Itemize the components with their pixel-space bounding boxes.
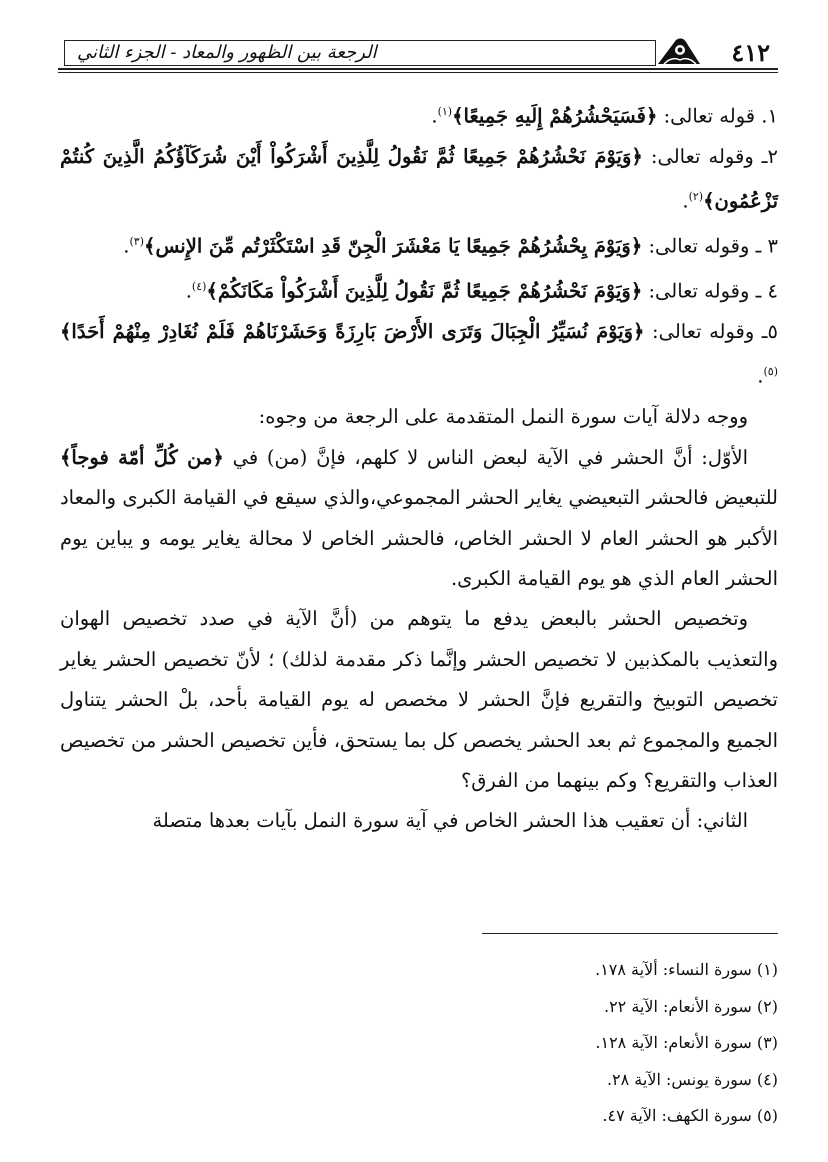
quran-verse: ﴿وَيَوْمَ نَحْشُرُهُمْ جَمِيعًا ثُمَّ نَقُولُ لِلَّذِينَ أَشْرَكُواْ مَكَانَكُمْ﴾ [206,279,643,303]
header-rule [58,68,778,70]
paragraph: ٥ـ وقوله تعالى: ﴿وَيَوْمَ نُسَيِّرُ الْجِبَالَ وَتَرَى الأَرْضَ بَارِزَةً وَحَشَرْنَاهُمْ فَلَمْ نُغَادِرْ مِنْهُمْ أَحَدًا﴾$^{(٥)}$. [60,320,778,388]
footnote: (٣) سورة الأنعام: الآية ١٢٨. [595,1033,778,1052]
paragraph: ٤ ـ وقوله تعالى: ﴿وَيَوْمَ نَحْشُرُهُمْ جَمِيعًا ثُمَّ نَقُولُ لِلَّذِينَ أَشْرَكُواْ مَكَانَكُمْ﴾$^{(٤)}$. [185,279,778,303]
footnote-ref: (٥) [763,365,778,379]
quran-verse: ﴿وَيَوْمَ يِحْشُرُهُمْ جَمِيعًا يَا مَعْشَرَ الْجِنّ قَدِ اسْتَكْثَرْتُم مِّنَ الإِنس﴾ [144,234,643,258]
paragraph: ٢ـ وقوله تعالى: ﴿وَيَوْمَ نَحْشُرُهُمْ جَمِيعًا ثُمَّ نَقُولُ لِلَّذِينَ أَشْرَكُواْ أَيْنَ شُرَكَآؤُكُمُ الَّذِينَ كُنتُمْ تَزْعُمُون﴾$^{(٢)}$. [60,144,779,213]
quran-verse: ﴿فَسَيَحْشُرُهُمْ إِلَيهِ جَمِيعًا﴾ [452,104,658,128]
paragraph: الثاني: أن تعقيب هذا الحشر الخاص في آية سورة النمل بآيات بعدها متصلة [152,809,748,833]
page-number: ٤١٢ [731,38,770,67]
footnote: (٤) سورة يونس: الآية ٢٨. [606,1069,778,1089]
quran-verse: ﴿وَيَوْمَ نُسَيِّرُ الْجِبَالَ وَتَرَى الأَرْضَ بَارِزَةً وَحَشَرْنَاهُمْ فَلَمْ نُغَادِرْ مِنْهُمْ أَحَدًا﴾ [60,320,645,344]
quran-verse: ﴿وَيَوْمَ نَحْشُرُهُمْ جَمِيعًا ثُمَّ نَقُولُ لِلَّذِينَ أَشْرَكُواْ أَيْنَ شُرَكَآؤُكُمُ الَّذِينَ كُنتُمْ تَزْعُمُون﴾ [60,144,778,213]
footnote-ref: (٤) [191,280,207,294]
paragraph: الأوّل: أنَّ الحشر في الآية لبعض الناس لا كلهم، فإنَّ (من) في ﴿من كُلِّ أمّة فوجاً﴾ للتبعيض فالحشر التبعيضي يغاير الحشر المجموعي،والذي سيقع في القيامة الكبرى والمعاد الأكبر هو الحشر العام لا الحشر الخاص، فالحشر الخاص لا محالة يغاير يومه و يباين يوم الحشر العام الذي هو يوم القيامة الكبرى. [60,445,778,590]
footnote: (٢) سورة الأنعام: الآية ٢٢. [603,996,778,1016]
footnotes [480,952,778,1135]
paragraph: ١. قوله تعالى: ﴿فَسَيَحْشُرُهُمْ إِلَيهِ جَمِيعًا﴾$^{(١)}$. [431,104,778,128]
main-text [60,92,778,842]
quran-verse: ﴿من كُلِّ أمّة فوجاً﴾ [60,445,224,469]
footnote-separator [482,933,778,934]
footnote: (٥) سورة الكهف: الآية ٤٧. [602,1106,778,1125]
paragraph: ٣ ـ وقوله تعالى: ﴿وَيَوْمَ يِحْشُرُهُمْ جَمِيعًا يَا مَعْشَرَ الْجِنّ قَدِ اسْتَكْثَرْتُم مِّنَ الإِنس﴾$^{(٣)}$. [123,234,778,258]
page-header [58,30,778,72]
paragraph: ووجه دلالة آيات سورة النمل المتقدمة على الرجعة من وجوه: [258,405,748,429]
footnote-ref: (٢) [688,190,704,204]
ornament-icon [656,34,702,68]
paragraph: وتخصيص الحشر بالبعض يدفع ما يتوهم من (أنَّ الآية في صدد تخصيص الهوان والتعذيب بالمكذبين لا تخصيص الحشر وإنَّما ذكر مقدمة لذلك) ؛ لأنّ تخصيص الحشر يغاير تخصيص التوبيخ والتقريع فإنَّ الحشر لا مخصص له يوم القيامة بأحد، بلْ الحشر يتناول الجميع والمجموع ثم بعد الحشر يخصص كل بما يستحق، فأين تخصيص الحشر من تخصيص العذاب والتقريع؟ وكم بينهما من الفرق؟ [60,607,778,792]
footnote-ref: (١) [437,105,453,118]
running-title: الرجعة بين الظهور والمعاد - الجزء الثاني [77,42,377,63]
running-title-box [64,40,656,66]
header-rule-thin [58,72,778,73]
footnote: (١) سورة النساء: ألآية ١٧٨. [595,960,778,979]
footnote-ref: (٣) [129,235,145,249]
